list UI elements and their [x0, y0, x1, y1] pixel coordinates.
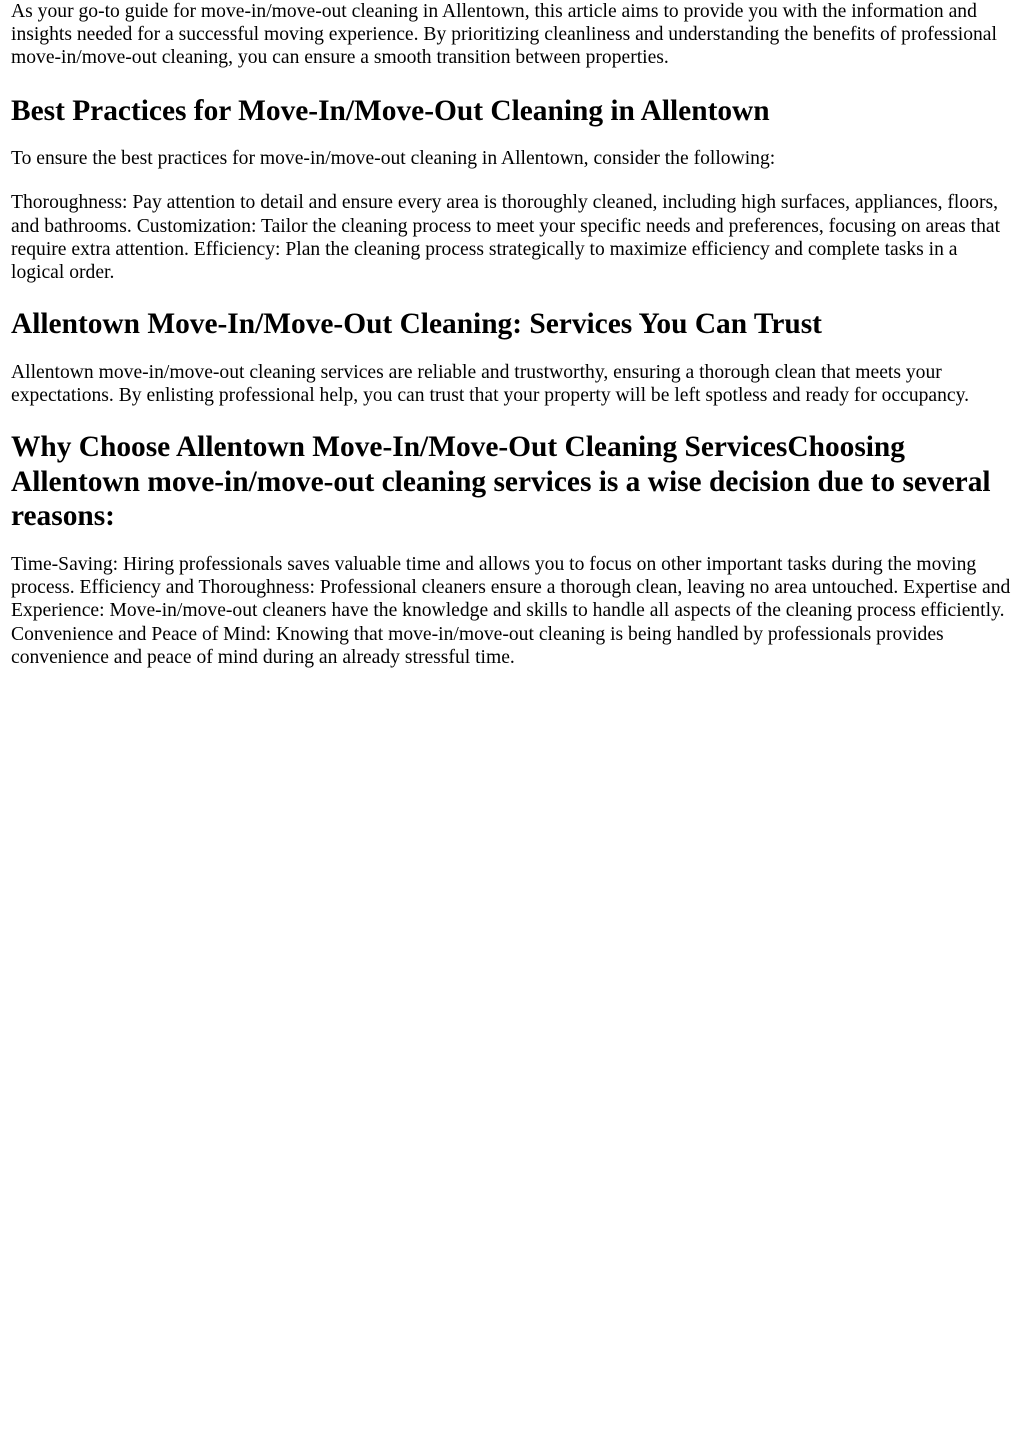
heading-best-practices: Best Practices for Move-In/Move-Out Cleaning in Allentown	[11, 94, 770, 127]
why-choose-paragraph: Time-Saving: Hiring professionals saves valuable time and allows you to focus on other important tasks during the moving process. Efficiency and Thoroughness: Professional cleaners ensure a thorough clean, leaving no area untouched. Expertise and Experience: Move-in/move-out cleaners have the knowledge and skills to handle all aspects of the cleaning process efficiently. Convenience and Peace of Mind: Knowing that move-in/move-out cleaning is being handled by professionals provides convenience and peace of mind during an already stressful time.	[11, 554, 1011, 668]
intro-paragraph: As your go-to guide for move-in/move-out cleaning in Allentown, this article aims to provide you with the information and insights needed for a successful moving experience. By prioritizing cleanliness and understanding the benefits of professional move-in/move-out cleaning, you can ensure a smooth transition between properties.	[11, 1, 997, 69]
article-body	[0, 0, 1024, 669]
best-practices-list-paragraph: Thoroughness: Pay attention to detail and ensure every area is thoroughly cleaned, including high surfaces, appliances, floors, and bathrooms. Customization: Tailor the cleaning process to meet your specific needs and preferences, focusing on areas that require extra attention. Efficiency: Plan the cleaning process strategically to maximize efficiency and complete tasks in a logical order.	[11, 192, 1001, 284]
heading-why-choose: Why Choose Allentown Move-In/Move-Out Cleaning ServicesChoosing Allentown move-in/move-out cleaning services is a wise decision due to several reasons:	[11, 431, 991, 533]
best-practices-intro-paragraph: To ensure the best practices for move-in/move-out cleaning in Allentown, consider the following:	[11, 148, 776, 170]
heading-services-you-can-trust: Allentown Move-In/Move-Out Cleaning: Services You Can Trust	[11, 308, 822, 341]
services-trust-paragraph: Allentown move-in/move-out cleaning services are reliable and trustworthy, ensuring a thorough clean that meets your expectations. By enlisting professional help, you can trust that your property will be left spotless and ready for occupancy.	[11, 361, 970, 407]
